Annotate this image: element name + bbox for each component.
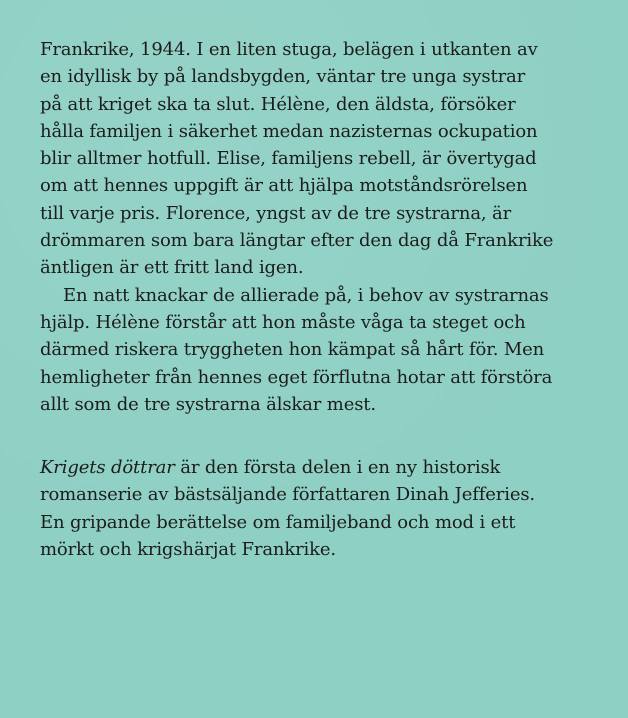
text-line: En gripande berättelse om familjeband och mod i ett bbox=[40, 511, 516, 533]
paragraph-spacer bbox=[40, 418, 612, 454]
text-line: romanserie av bästsäljande författaren Dinah Jefferies. bbox=[40, 484, 535, 506]
paragraph-series bbox=[40, 454, 612, 563]
paragraph-intro bbox=[40, 36, 612, 282]
blurb-text bbox=[40, 36, 612, 563]
text-line: till varje pris. Florence, yngst av de tre systrarna, är bbox=[40, 202, 512, 224]
text-line: blir alltmer hotfull. Elise, familjens rebell, är övertygad bbox=[40, 148, 537, 170]
text-line: allt som de tre systrarna älskar mest. bbox=[40, 393, 376, 415]
text-line: hemligheter från hennes eget förflutna hotar att förstöra bbox=[40, 366, 553, 388]
text-line: om att hennes uppgift är att hjälpa motståndsrörelsen bbox=[40, 175, 528, 197]
text-line: på att kriget ska ta slut. Hélène, den äldsta, försöker bbox=[40, 93, 516, 115]
text-line bbox=[40, 454, 612, 481]
text-line: Frankrike, 1944. I en liten stuga, belägen i utkanten av bbox=[40, 39, 538, 60]
text-line: hjälp. Hélène förstår att hon måste våga ta steget och bbox=[40, 311, 526, 333]
text-line: mörkt och krigshärjat Frankrike. bbox=[40, 539, 336, 561]
text-line: drömmaren som bara längtar efter den dag då Frankrike bbox=[40, 230, 554, 252]
text-line: hålla familjen i säkerhet medan nazisternas ockupation bbox=[40, 120, 538, 142]
paragraph-plot bbox=[40, 282, 612, 418]
text-line: En natt knackar de allierade på, i behov av systrarnas bbox=[63, 284, 549, 306]
text-line: en idyllisk by på landsbygden, väntar tre unga systrar bbox=[40, 66, 526, 88]
text-line: äntligen är ett fritt land igen. bbox=[40, 257, 304, 279]
book-title: Krigets döttrar bbox=[40, 457, 175, 479]
text-line: därmed riskera tryggheten hon kämpat så hårt för. Men bbox=[40, 339, 545, 361]
text-fragment: är den första delen i en ny historisk bbox=[174, 457, 501, 479]
